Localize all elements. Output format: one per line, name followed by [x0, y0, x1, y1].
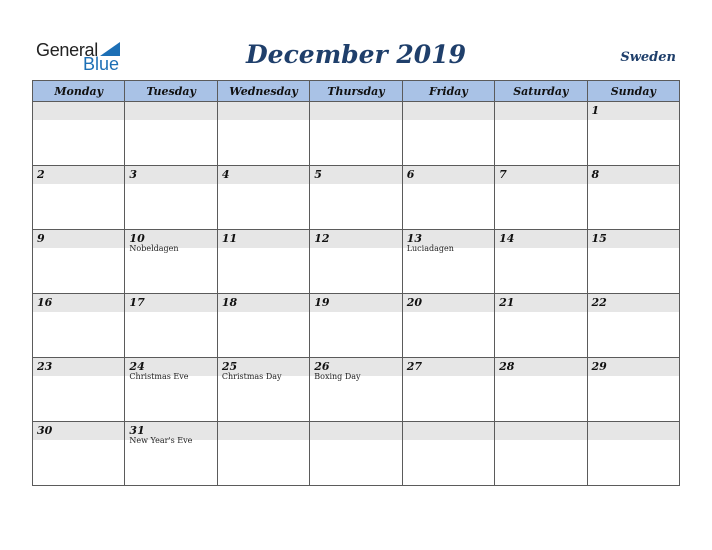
day-number: 12 — [310, 230, 401, 248]
day-cell — [310, 294, 402, 358]
day-number: 17 — [125, 294, 216, 312]
day-cell — [310, 166, 402, 230]
day-number: 25 — [218, 358, 309, 376]
day-number: 4 — [218, 166, 309, 184]
day-cell — [587, 230, 679, 294]
weekday-header: Sunday — [587, 81, 679, 102]
day-number: 18 — [218, 294, 309, 312]
day-cell — [587, 358, 679, 422]
day-number: 24 — [125, 358, 216, 376]
day-cell — [33, 358, 125, 422]
day-cell — [402, 230, 494, 294]
weekday-header: Tuesday — [125, 81, 217, 102]
day-number: 5 — [310, 166, 401, 184]
day-number: 29 — [588, 358, 679, 376]
day-number — [125, 102, 216, 120]
day-cell — [310, 358, 402, 422]
day-cell — [495, 294, 587, 358]
day-cell — [33, 166, 125, 230]
day-number: 8 — [588, 166, 679, 184]
day-number: 16 — [33, 294, 124, 312]
day-number: 1 — [588, 102, 679, 120]
weekday-header: Monday — [33, 81, 125, 102]
day-cell — [402, 358, 494, 422]
day-number: 31 — [125, 422, 216, 440]
week-row — [33, 422, 680, 486]
day-cell — [33, 294, 125, 358]
day-number — [588, 422, 679, 440]
day-cell — [125, 166, 217, 230]
day-number — [310, 422, 401, 440]
day-cell — [310, 102, 402, 166]
logo-blue-text: Blue — [83, 54, 120, 74]
holiday-label: Christmas Eve — [129, 372, 189, 381]
holiday-label: Boxing Day — [314, 372, 361, 381]
day-cell — [125, 294, 217, 358]
day-number: 20 — [403, 294, 494, 312]
week-row — [33, 166, 680, 230]
day-number — [495, 102, 586, 120]
logo-general-text: General — [36, 40, 98, 60]
day-cell — [125, 358, 217, 422]
day-cell — [495, 230, 587, 294]
week-row — [33, 102, 680, 166]
day-cell — [587, 422, 679, 486]
day-cell — [587, 294, 679, 358]
day-cell — [217, 422, 309, 486]
day-cell — [33, 422, 125, 486]
day-number: 14 — [495, 230, 586, 248]
day-number: 19 — [310, 294, 401, 312]
day-number: 15 — [588, 230, 679, 248]
weekday-header: Thursday — [310, 81, 402, 102]
calendar-grid — [32, 80, 680, 486]
day-cell — [402, 294, 494, 358]
week-row — [33, 230, 680, 294]
weekday-header-row — [33, 81, 680, 102]
day-number: 30 — [33, 422, 124, 440]
day-number — [218, 102, 309, 120]
holiday-label: New Year's Eve — [129, 436, 193, 445]
day-number: 9 — [33, 230, 124, 248]
day-cell — [125, 102, 217, 166]
day-number — [218, 422, 309, 440]
weekday-header: Wednesday — [217, 81, 309, 102]
day-number: 21 — [495, 294, 586, 312]
day-cell — [402, 102, 494, 166]
day-number: 7 — [495, 166, 586, 184]
day-cell — [310, 422, 402, 486]
day-number: 13 — [403, 230, 494, 248]
day-cell — [587, 166, 679, 230]
day-number — [495, 422, 586, 440]
day-cell — [217, 102, 309, 166]
day-number — [403, 422, 494, 440]
day-number — [403, 102, 494, 120]
day-cell — [495, 358, 587, 422]
weekday-header: Saturday — [495, 81, 587, 102]
day-number: 2 — [33, 166, 124, 184]
day-cell — [402, 166, 494, 230]
country-label: Sweden — [620, 50, 676, 65]
week-row — [33, 294, 680, 358]
day-number: 22 — [588, 294, 679, 312]
day-number — [310, 102, 401, 120]
week-row — [33, 358, 680, 422]
day-number: 10 — [125, 230, 216, 248]
day-number: 6 — [403, 166, 494, 184]
day-cell — [495, 166, 587, 230]
day-number: 23 — [33, 358, 124, 376]
day-number: 27 — [403, 358, 494, 376]
day-cell — [33, 230, 125, 294]
day-cell — [402, 422, 494, 486]
day-cell — [217, 294, 309, 358]
day-cell — [217, 358, 309, 422]
day-cell — [495, 102, 587, 166]
page-title: December 2019 — [245, 40, 466, 69]
day-number: 3 — [125, 166, 216, 184]
day-number: 26 — [310, 358, 401, 376]
weekday-header: Friday — [402, 81, 494, 102]
day-cell — [125, 422, 217, 486]
day-cell — [217, 166, 309, 230]
day-cell — [125, 230, 217, 294]
day-cell — [310, 230, 402, 294]
day-cell — [217, 230, 309, 294]
day-number — [33, 102, 124, 120]
holiday-label: Nobeldagen — [129, 244, 179, 253]
day-cell — [495, 422, 587, 486]
day-number: 11 — [218, 230, 309, 248]
day-cell — [587, 102, 679, 166]
day-number: 28 — [495, 358, 586, 376]
holiday-label: Christmas Day — [221, 372, 282, 381]
day-cell — [33, 102, 125, 166]
holiday-label: Luciadagen — [406, 244, 454, 253]
